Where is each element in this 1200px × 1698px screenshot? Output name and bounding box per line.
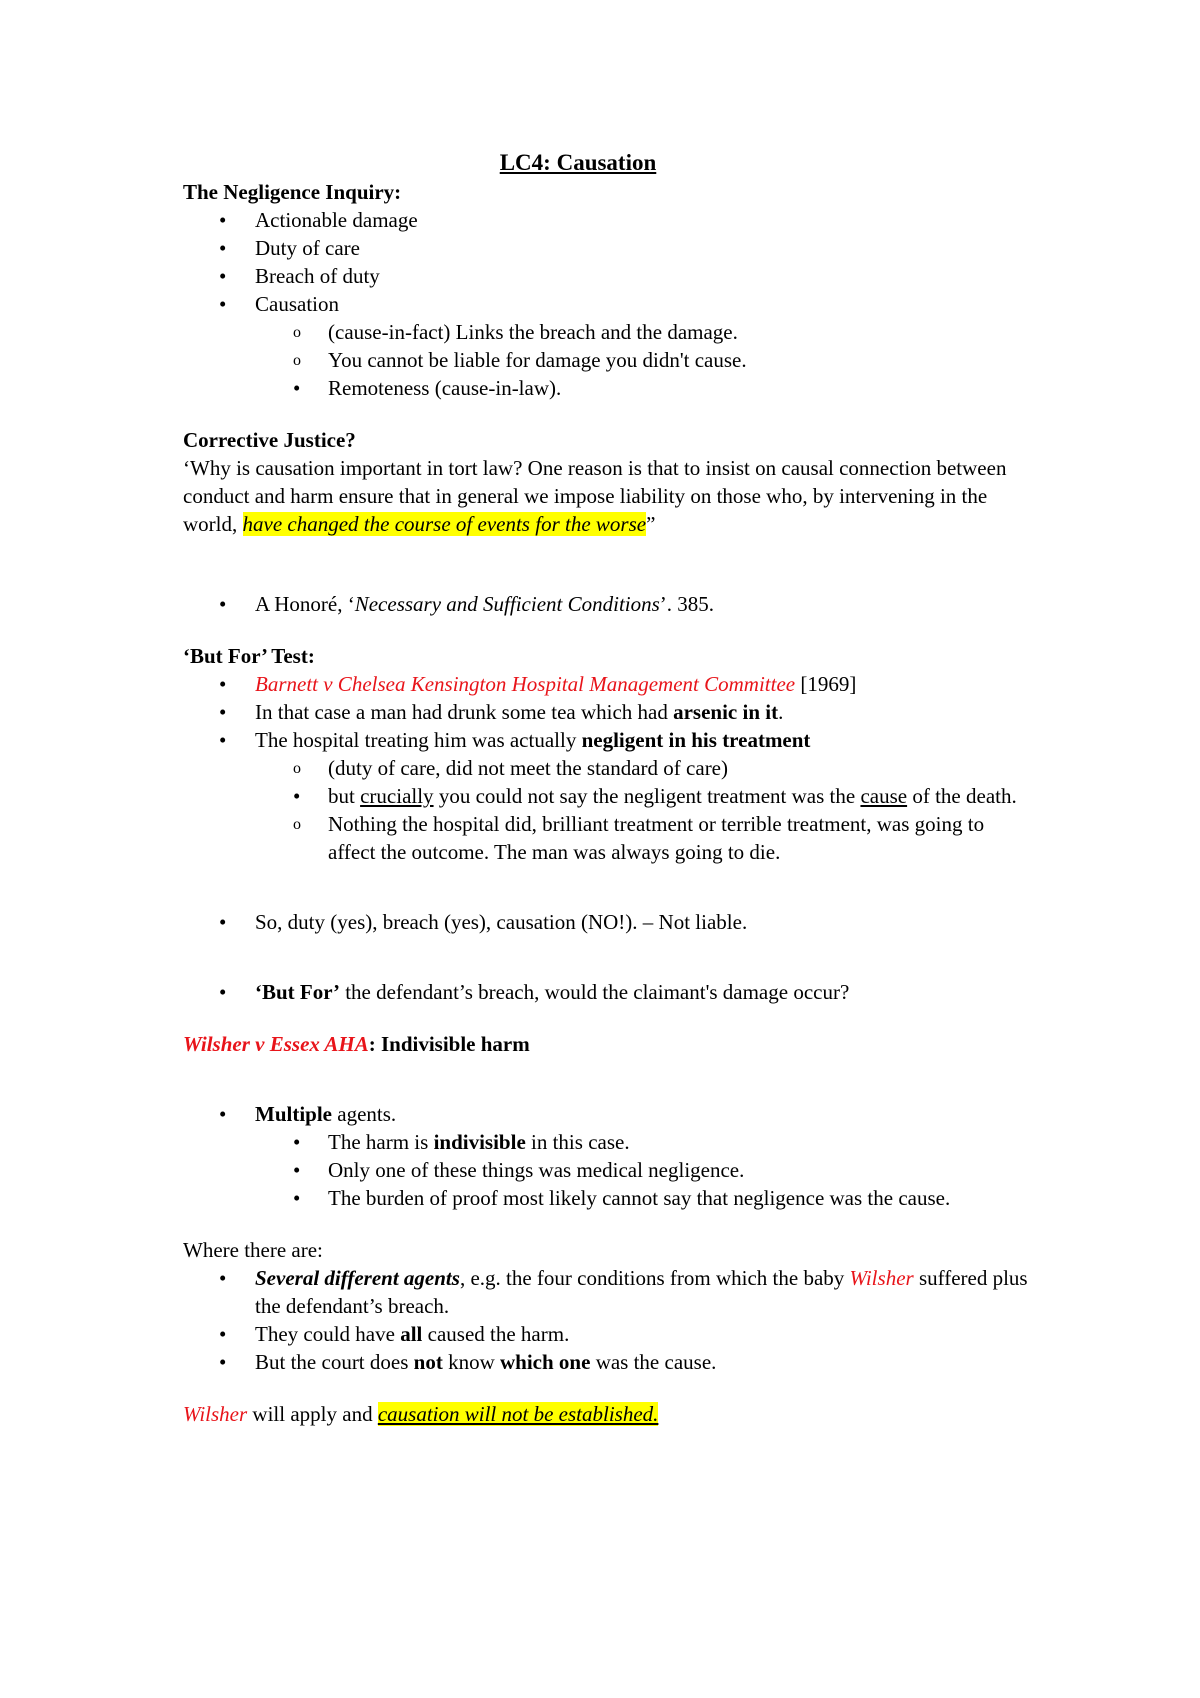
- case-name: Barnett v Chelsea Kensington Hospital Management Committee: [255, 672, 796, 696]
- list-item: • The hospital treating him was actually negligent in his treatment o (duty of care, did not meet the standard of care) • but crucially you could not say the negligent treatment was the cause of the death. o Nothing the hospital did, brilliant treatment or terrible treatment, was going to affect the outcome. The man was always going to die.: [183, 726, 1033, 866]
- list-item: • But the court does not know which one was the cause.: [183, 1348, 1033, 1376]
- negligence-inquiry-list: [183, 206, 1033, 402]
- list-item: • So, duty (yes), breach (yes), causation (NO!). – Not liable.: [183, 908, 1033, 936]
- list-item: • In that case a man had drunk some tea which had arsenic in it.: [183, 698, 1033, 726]
- honore-quote: ‘Why is causation important in tort law? One reason is that to insist on causal connection between conduct and harm ensure that in general we impose liability on those who, by intervening in the world, have changed the course of events for the worse”: [183, 456, 1007, 536]
- document-body: [183, 148, 1033, 1428]
- but-for-question-list: [183, 978, 1033, 1006]
- page-title: LC4: Causation: [499, 150, 657, 175]
- citation-list: [183, 590, 1033, 618]
- sublist-item: o You cannot be liable for damage you didn't cause.: [183, 346, 1033, 374]
- conclusion-list: [183, 908, 1033, 936]
- sublist-item: • Only one of these things was medical negligence.: [183, 1156, 1033, 1184]
- list-item: • Duty of care: [183, 234, 1033, 262]
- list-item: • Barnett v Chelsea Kensington Hospital Management Committee [1969]: [183, 670, 1033, 698]
- sublist-item: o (duty of care, did not meet the standard of care): [183, 754, 1033, 782]
- sublist-item: • Remoteness (cause-in-law).: [183, 374, 1033, 402]
- highlighted-phrase: causation will not be established.: [377, 1402, 659, 1426]
- list-item: • Multiple agents. • The harm is indivisible in this case. • Only one of these things was medical negligence. • The burden of proof most likely cannot say that negligence was the cause.: [183, 1100, 1033, 1212]
- list-item: [183, 290, 1033, 402]
- sublist-item: o (cause-in-fact) Links the breach and the damage.: [183, 318, 1033, 346]
- highlighted-phrase: have changed the course of events for the worse: [242, 512, 647, 536]
- agents-sublist: [255, 1128, 1033, 1212]
- wilsher-conclusion: Wilsher will apply and causation will not be established.: [183, 1402, 659, 1426]
- sublist-item: • but crucially you could not say the negligent treatment was the cause of the death.: [183, 782, 1033, 810]
- where-list: [183, 1264, 1033, 1376]
- wilsher-heading: Wilsher v Essex AHA: Indivisible harm: [183, 1032, 530, 1056]
- where-there-are-intro: Where there are:: [183, 1238, 323, 1262]
- sublist-item: • The burden of proof most likely cannot say that negligence was the cause.: [183, 1184, 1033, 1212]
- corrective-justice-heading: Corrective Justice?: [183, 428, 356, 452]
- list-item: • They could have all caused the harm.: [183, 1320, 1033, 1348]
- wilsher-list: [183, 1100, 1033, 1212]
- case-name: Wilsher v Essex AHA: [183, 1032, 369, 1056]
- list-item: • Actionable damage: [183, 206, 1033, 234]
- but-for-list: [183, 670, 1033, 866]
- list-item: • Breach of duty: [183, 262, 1033, 290]
- list-item-label: Causation: [255, 292, 339, 316]
- list-item: • Several different agents, e.g. the four conditions from which the baby Wilsher suffered plus the defendant’s breach.: [183, 1264, 1033, 1320]
- sublist-item: o Nothing the hospital did, brilliant treatment or terrible treatment, was going to affect the outcome. The man was always going to die.: [183, 810, 1033, 866]
- causation-sublist: [255, 318, 1033, 402]
- citation-item: • A Honoré, ‘Necessary and Sufficient Conditions’. 385.: [183, 590, 1033, 618]
- treatment-sublist: [255, 754, 1033, 866]
- list-item: • ‘But For’ the defendant’s breach, would the claimant's damage occur?: [183, 978, 1033, 1006]
- sublist-item: • The harm is indivisible in this case.: [183, 1128, 1033, 1156]
- negligence-inquiry-heading: The Negligence Inquiry:: [183, 180, 402, 204]
- but-for-heading: ‘But For’ Test:: [183, 644, 315, 668]
